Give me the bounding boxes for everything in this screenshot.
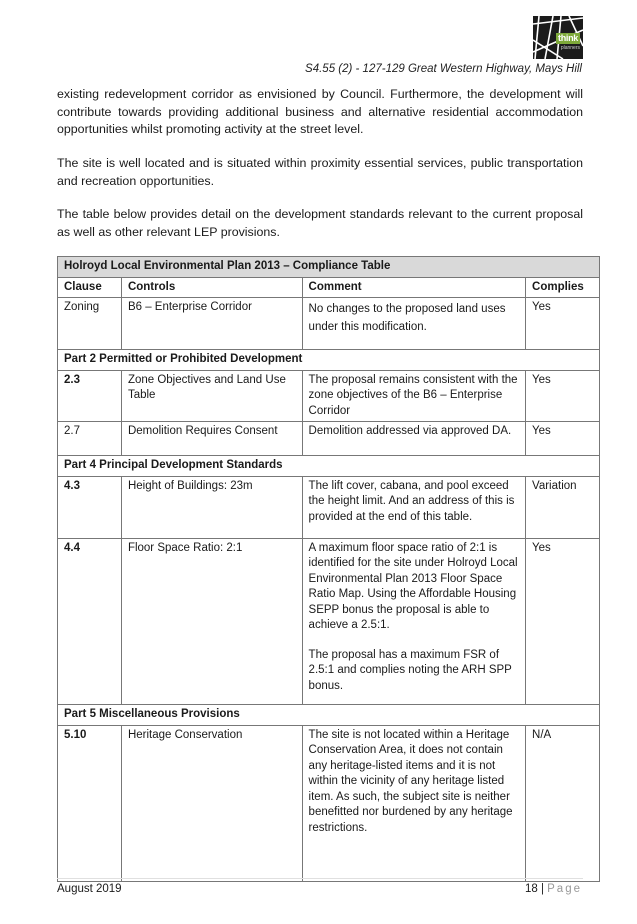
header-clause: Clause (58, 277, 122, 298)
table-title-row (58, 257, 600, 278)
cell-complies: Yes (526, 370, 600, 422)
table-row-2-7 (58, 422, 600, 456)
comment-spacer (309, 694, 519, 702)
section-title: Part 4 Principal Development Standards (58, 456, 600, 477)
paragraph-intro: existing redevelopment corridor as envisioned by Council. Furthermore, the development will contribute towards providing additional business and alternative residential accommodation opportunities whilst promoting activity at the street level. (57, 87, 583, 136)
cell-control: Heritage Conservation (121, 725, 302, 881)
section-heading-part5 (58, 705, 600, 726)
section-title: Part 5 Miscellaneous Provisions (58, 705, 600, 726)
cell-comment-secondary: The proposal has a maximum FSR of 2.5:1 and complies noting the ARH SPP bonus. (308, 648, 512, 692)
footer-divider (57, 878, 583, 879)
section-heading-part2 (58, 350, 600, 371)
table-title: Holroyd Local Environmental Plan 2013 – Compliance Table (58, 257, 600, 278)
logo-text: think (558, 33, 578, 43)
footer-date: August 2019 (57, 883, 122, 895)
page-number: 18 (524, 883, 538, 895)
cell-clause: 2.3 (58, 370, 122, 422)
cell-complies: N/A (526, 725, 600, 881)
cell-comment: No changes to the proposed land uses under this modification. (302, 298, 525, 350)
cell-clause: 2.7 (58, 422, 122, 456)
table-row-4-3 (58, 476, 600, 538)
header-controls: Controls (121, 277, 302, 298)
cell-complies: Variation (526, 476, 600, 538)
table-row-5-10 (58, 725, 600, 881)
cell-control: Zone Objectives and Land Use Table (121, 370, 302, 422)
header-complies: Complies (526, 277, 600, 298)
comment-spacer (309, 634, 519, 648)
page-label: Page (547, 883, 582, 895)
cell-clause: 5.10 (58, 725, 122, 881)
section-title: Part 2 Permitted or Prohibited Development (58, 350, 600, 371)
cell-control: B6 – Enterprise Corridor (121, 298, 302, 350)
cell-clause: 4.4 (58, 538, 122, 705)
cell-comment-group (302, 538, 525, 705)
cell-control: Height of Buildings: 23m (121, 476, 302, 538)
cell-comment: The lift cover, cabana, and pool exceed the height limit. And an address of this is provided at the end of this table. (302, 476, 525, 538)
footer-page (525, 883, 582, 895)
table-row-zoning (58, 298, 600, 350)
logo-subtext: planners (560, 45, 580, 51)
cell-control: Floor Space Ratio: 2:1 (121, 538, 302, 705)
table-row-2-3 (58, 370, 600, 422)
paragraph-location: The site is well located and is situated within proximity essential services, public transportation and recreation opportunities. (57, 156, 583, 188)
cell-control: Demolition Requires Consent (121, 422, 302, 456)
compliance-table (57, 256, 600, 882)
table-header-row (58, 277, 600, 298)
cell-complies: Yes (526, 538, 600, 705)
header-comment: Comment (302, 277, 525, 298)
cell-complies: Yes (526, 422, 600, 456)
section-heading-part4 (58, 456, 600, 477)
cell-comment: The site is not located within a Heritage Conservation Area, it does not contain any heritage-listed items and it is not within the vicinity of any heritage listed item. As such, the subject site is neither benefitted nor burdened by any heritage restrictions. (302, 725, 525, 881)
cell-comment: A maximum floor space ratio of 2:1 is identified for the site under Holroyd Local Environmental Plan 2013 Floor Space Ratio Map. Using the Affordable Housing SEPP bonus the proposal is able to achieve a 2.5:1. (308, 541, 518, 631)
cell-clause: Zoning (58, 298, 122, 350)
document-reference: S4.55 (2) - 127-129 Great Western Highway, Mays Hill (305, 63, 582, 75)
cell-comment: The proposal remains consistent with the zone objectives of the B6 – Enterprise Corridor (302, 370, 525, 422)
cell-complies: Yes (526, 298, 600, 350)
page-separator: | (540, 883, 544, 895)
cell-comment: Demolition addressed via approved DA. (302, 422, 525, 456)
paragraph-table-intro: The table below provides detail on the development standards relevant to the current proposal as well as other relevant LEP provisions. (57, 207, 583, 239)
cell-clause: 4.3 (58, 476, 122, 538)
table-row-4-4 (58, 538, 600, 705)
company-logo (533, 16, 583, 59)
